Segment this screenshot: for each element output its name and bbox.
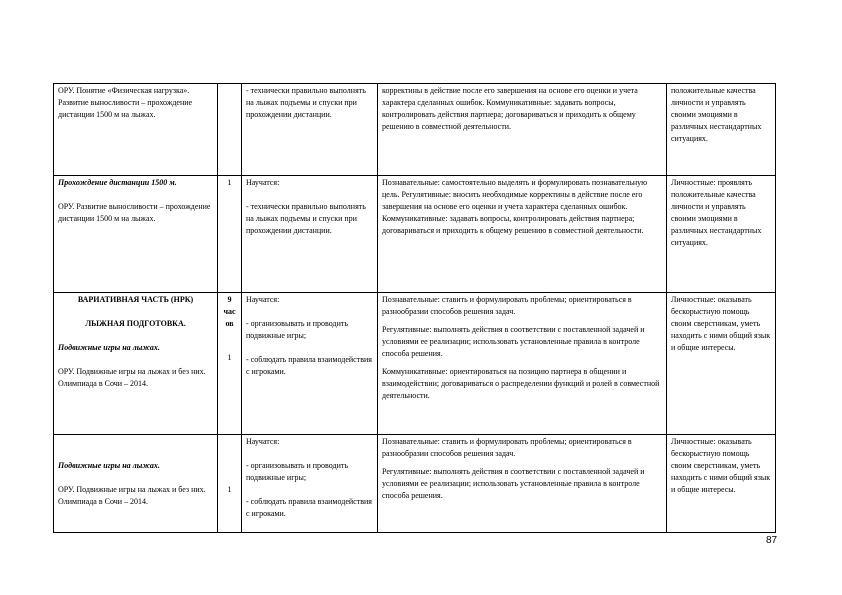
hours-cell	[218, 435, 242, 533]
personal-results-cell	[667, 293, 776, 435]
hours-cell	[218, 84, 242, 176]
metasubject-result-item: корректины в действие после его завершения на основе его оценки и учета характера сделанных ошибок. Коммуникативные: задавать вопросы, контролировать действия партнера; договариваться и приходить к общему решению в совместной деятельности.	[382, 86, 638, 131]
metasubject-result-item: Коммуникативные: ориентироваться на позицию партнера в общении и взаимодействии; договариваться о распределении функций и ролей в совместной деятельности.	[382, 367, 660, 400]
subject-result-item: - соблюдать правила взаимодействия с игроками.	[246, 497, 372, 518]
personal-results-cell	[667, 435, 776, 533]
metasubject-result-item: Познавательные: ставить и формулировать проблемы; ориентироваться в разнообразии способов решения задач.	[382, 295, 632, 316]
subject-results-heading: Научатся:	[246, 295, 280, 304]
subject-result-item: - организовывать и проводить подвижные игры;	[246, 461, 349, 482]
page-number: 87	[766, 535, 778, 546]
personal-results-cell	[667, 176, 776, 293]
subject-result-item: - соблюдать правила взаимодействия с игроками.	[246, 355, 372, 376]
subject-result-item: - технически правильно выполнять на лыжах подъемы и спуски при прохождении дистанции.	[246, 202, 366, 235]
metasubject-result-item: Регулятивные: выполнять действия в соответствии с поставленной задачей и условиями ее реализации; использовать установленные правила в контроле способа решения.	[382, 467, 645, 500]
table-row	[54, 84, 776, 176]
subject-results-cell	[242, 84, 378, 176]
hours-cell	[218, 293, 242, 435]
lesson-topic-cell	[54, 293, 218, 435]
lesson-title: Подвижные игры на лыжах.	[58, 461, 160, 470]
hours-cell	[218, 176, 242, 293]
table-row	[54, 176, 776, 293]
section-hours: 9	[227, 295, 232, 304]
lesson-title: Прохождение дистанции 1500 м.	[58, 178, 177, 187]
lesson-topic-cell	[54, 176, 218, 293]
lesson-topic-cell	[54, 84, 218, 176]
subject-results-cell	[242, 435, 378, 533]
metasubject-results-cell	[378, 84, 667, 176]
subject-result-item: - технически правильно выполнять на лыжах подъемы и спуски при прохождении дистанции.	[246, 86, 366, 119]
metasubject-result-item: Познавательные: самостоятельно выделять и формулировать познавательную цель. Регулятивные: вносить необходимые корректины в действие после его завершения на основе его оценки и учета характера сделанных ошибок. Коммуникативные: задавать вопросы, контролировать действия партнера; договариваться и приходить к общему решению в совместной деятельности.	[382, 178, 648, 235]
table-row	[54, 435, 776, 533]
personal-results-cell	[667, 84, 776, 176]
lesson-description: ОРУ. Подвижные игры на лыжах и без них. Олимпиада в Сочи – 2014.	[58, 485, 206, 506]
metasubject-results-cell	[378, 293, 667, 435]
section-heading: ВАРИАТИВНАЯ ЧАСТЬ (НРК)	[77, 295, 194, 304]
lesson-plan-table	[53, 83, 776, 533]
metasubject-result-item: Регулятивные: выполнять действия в соответствии с поставленной задачей и условиями ее реализации; использовать установленные правила в контроле способа решения.	[382, 325, 645, 358]
lesson-description: ОРУ. Развитие выносливости – прохождение дистанции 1500 м на лыжах.	[58, 202, 211, 223]
hours-value: 1	[227, 485, 232, 494]
personal-result-item: Личностные: оказывать бескорыстную помощь своим сверстникам, уметь находить с ними общий язык и общие интересы.	[671, 437, 771, 494]
subject-result-item: - организовывать и проводить подвижные игры;	[246, 319, 349, 340]
hours-value: 1	[227, 353, 232, 362]
lesson-description: ОРУ. Подвижные игры на лыжах и без них. Олимпиада в Сочи – 2014.	[58, 367, 206, 388]
metasubject-result-item: Познавательные: ставить и формулировать проблемы; ориентироваться в разнообразии способов решения задач.	[382, 437, 632, 458]
subject-results-heading: Научатся:	[246, 178, 280, 187]
subject-results-cell	[242, 176, 378, 293]
metasubject-results-cell	[378, 435, 667, 533]
metasubject-results-cell	[378, 176, 667, 293]
subject-results-cell	[242, 293, 378, 435]
lesson-title: Подвижные игры на лыжах.	[58, 343, 160, 352]
section-subheading: ЛЫЖНАЯ ПОДГОТОВКА.	[85, 319, 186, 328]
section-hours-unit: час ов	[223, 307, 236, 328]
personal-result-item: Личностные: оказывать бескорыстную помощь своим сверстникам, уметь находить с ними общий язык и общие интересы.	[671, 295, 771, 352]
subject-results-heading: Научатся:	[246, 437, 280, 446]
personal-result-item: положительные качества личности и управлять своими эмоциями в различных нестандартных ситуациях.	[671, 86, 762, 143]
lesson-topic-cell	[54, 435, 218, 533]
lesson-description: ОРУ. Понятие «Физическая нагрузка». Развитие выносливости – прохождение дистанции 1500 м на лыжах.	[58, 86, 193, 119]
table-row	[54, 293, 776, 435]
hours-value: 1	[227, 178, 232, 187]
personal-result-item: Личностные: проявлять положительные качества личности и управлять своими эмоциями в различных нестандартных ситуациях.	[671, 178, 762, 247]
